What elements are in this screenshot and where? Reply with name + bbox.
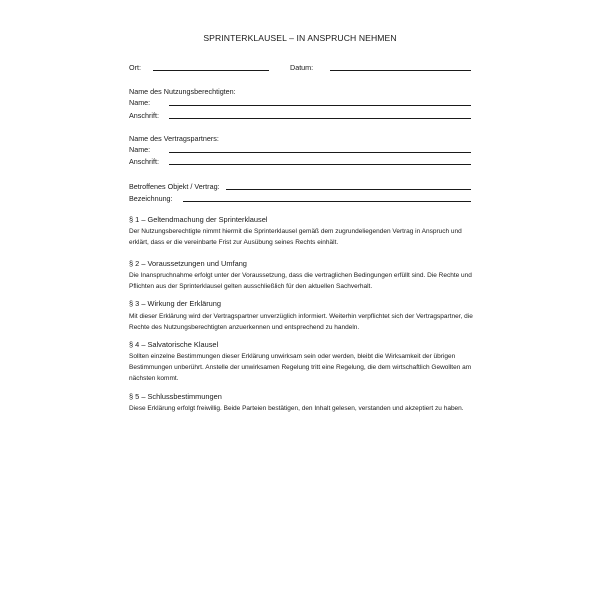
bezeichnung-label: Bezeichnung: — [129, 194, 173, 203]
document-title: SPRINTERKLAUSEL – IN ANSPRUCH NEHMEN — [203, 33, 397, 43]
nutzungsberechtigter-name-line[interactable] — [169, 105, 471, 106]
section-5-heading: § 5 – Schlussbestimmungen — [129, 392, 222, 401]
section-3-body: Mit dieser Erklärung wird der Vertragspartner unverzüglich informiert. Weiterhin verpflichtet sich der Vertragspartner, die Rechte des Nutzungsberechtigten anzuerkennen und entsprechend zu handeln. — [129, 313, 473, 332]
objekt-heading: Betroffenes Objekt / Vertrag: — [129, 182, 220, 191]
vertragspartner-anschrift-line[interactable] — [169, 164, 471, 165]
section-1-body: Der Nutzungsberechtigte nimmt hiermit die Sprinterklausel gemäß dem zugrundeliegenden Vertrag in Anspruch und erklärt, dass er die vereinbarte Frist zur Ausübung seines Rechts einhält. — [129, 228, 462, 247]
nutzungsberechtigter-name-label: Name: — [129, 98, 151, 107]
bezeichnung-field-line[interactable] — [183, 201, 471, 202]
objekt-heading-line[interactable] — [226, 189, 471, 190]
ort-field-line[interactable] — [153, 70, 269, 71]
nutzungsberechtigter-heading: Name des Nutzungsberechtigten: — [129, 87, 236, 96]
section-2-heading: § 2 – Voraussetzungen und Umfang — [129, 259, 247, 268]
vertragspartner-name-label: Name: — [129, 145, 151, 154]
section-1-heading: § 1 – Geltendmachung der Sprinterklausel — [129, 215, 268, 224]
section-2-body: Die Inanspruchnahme erfolgt unter der Voraussetzung, dass die vertraglichen Bedingungen erfüllt sind. Die Rechte und Pflichten aus der Sprinterklausel gelten ausschließlich für den aktuellen Sachverhalt. — [129, 272, 472, 291]
section-4-heading: § 4 – Salvatorische Klausel — [129, 340, 219, 349]
section-5-body: Diese Erklärung erfolgt freiwillig. Beide Parteien bestätigen, den Inhalt gelesen, verstanden und akzeptiert zu haben. — [129, 405, 464, 412]
section-3-heading: § 3 – Wirkung der Erklärung — [129, 299, 222, 308]
vertragspartner-anschrift-label: Anschrift: — [129, 157, 159, 166]
vertragspartner-heading: Name des Vertragspartners: — [129, 134, 219, 143]
ort-label: Ort: — [129, 63, 141, 72]
datum-label: Datum: — [290, 63, 314, 72]
nutzungsberechtigter-anschrift-line[interactable] — [169, 118, 471, 119]
vertragspartner-name-line[interactable] — [169, 152, 471, 153]
section-4-body: Sollten einzelne Bestimmungen dieser Erklärung unwirksam sein oder werden, bleibt die Wirksamkeit der übrigen Bestimmungen unberührt. Anstelle der unwirksamen Regelung tritt eine Regelung, die dem wirtschaftlich Gewollten am nächsten kommt. — [129, 353, 472, 383]
datum-field-line[interactable] — [330, 70, 471, 71]
nutzungsberechtigter-anschrift-label: Anschrift: — [129, 111, 159, 120]
